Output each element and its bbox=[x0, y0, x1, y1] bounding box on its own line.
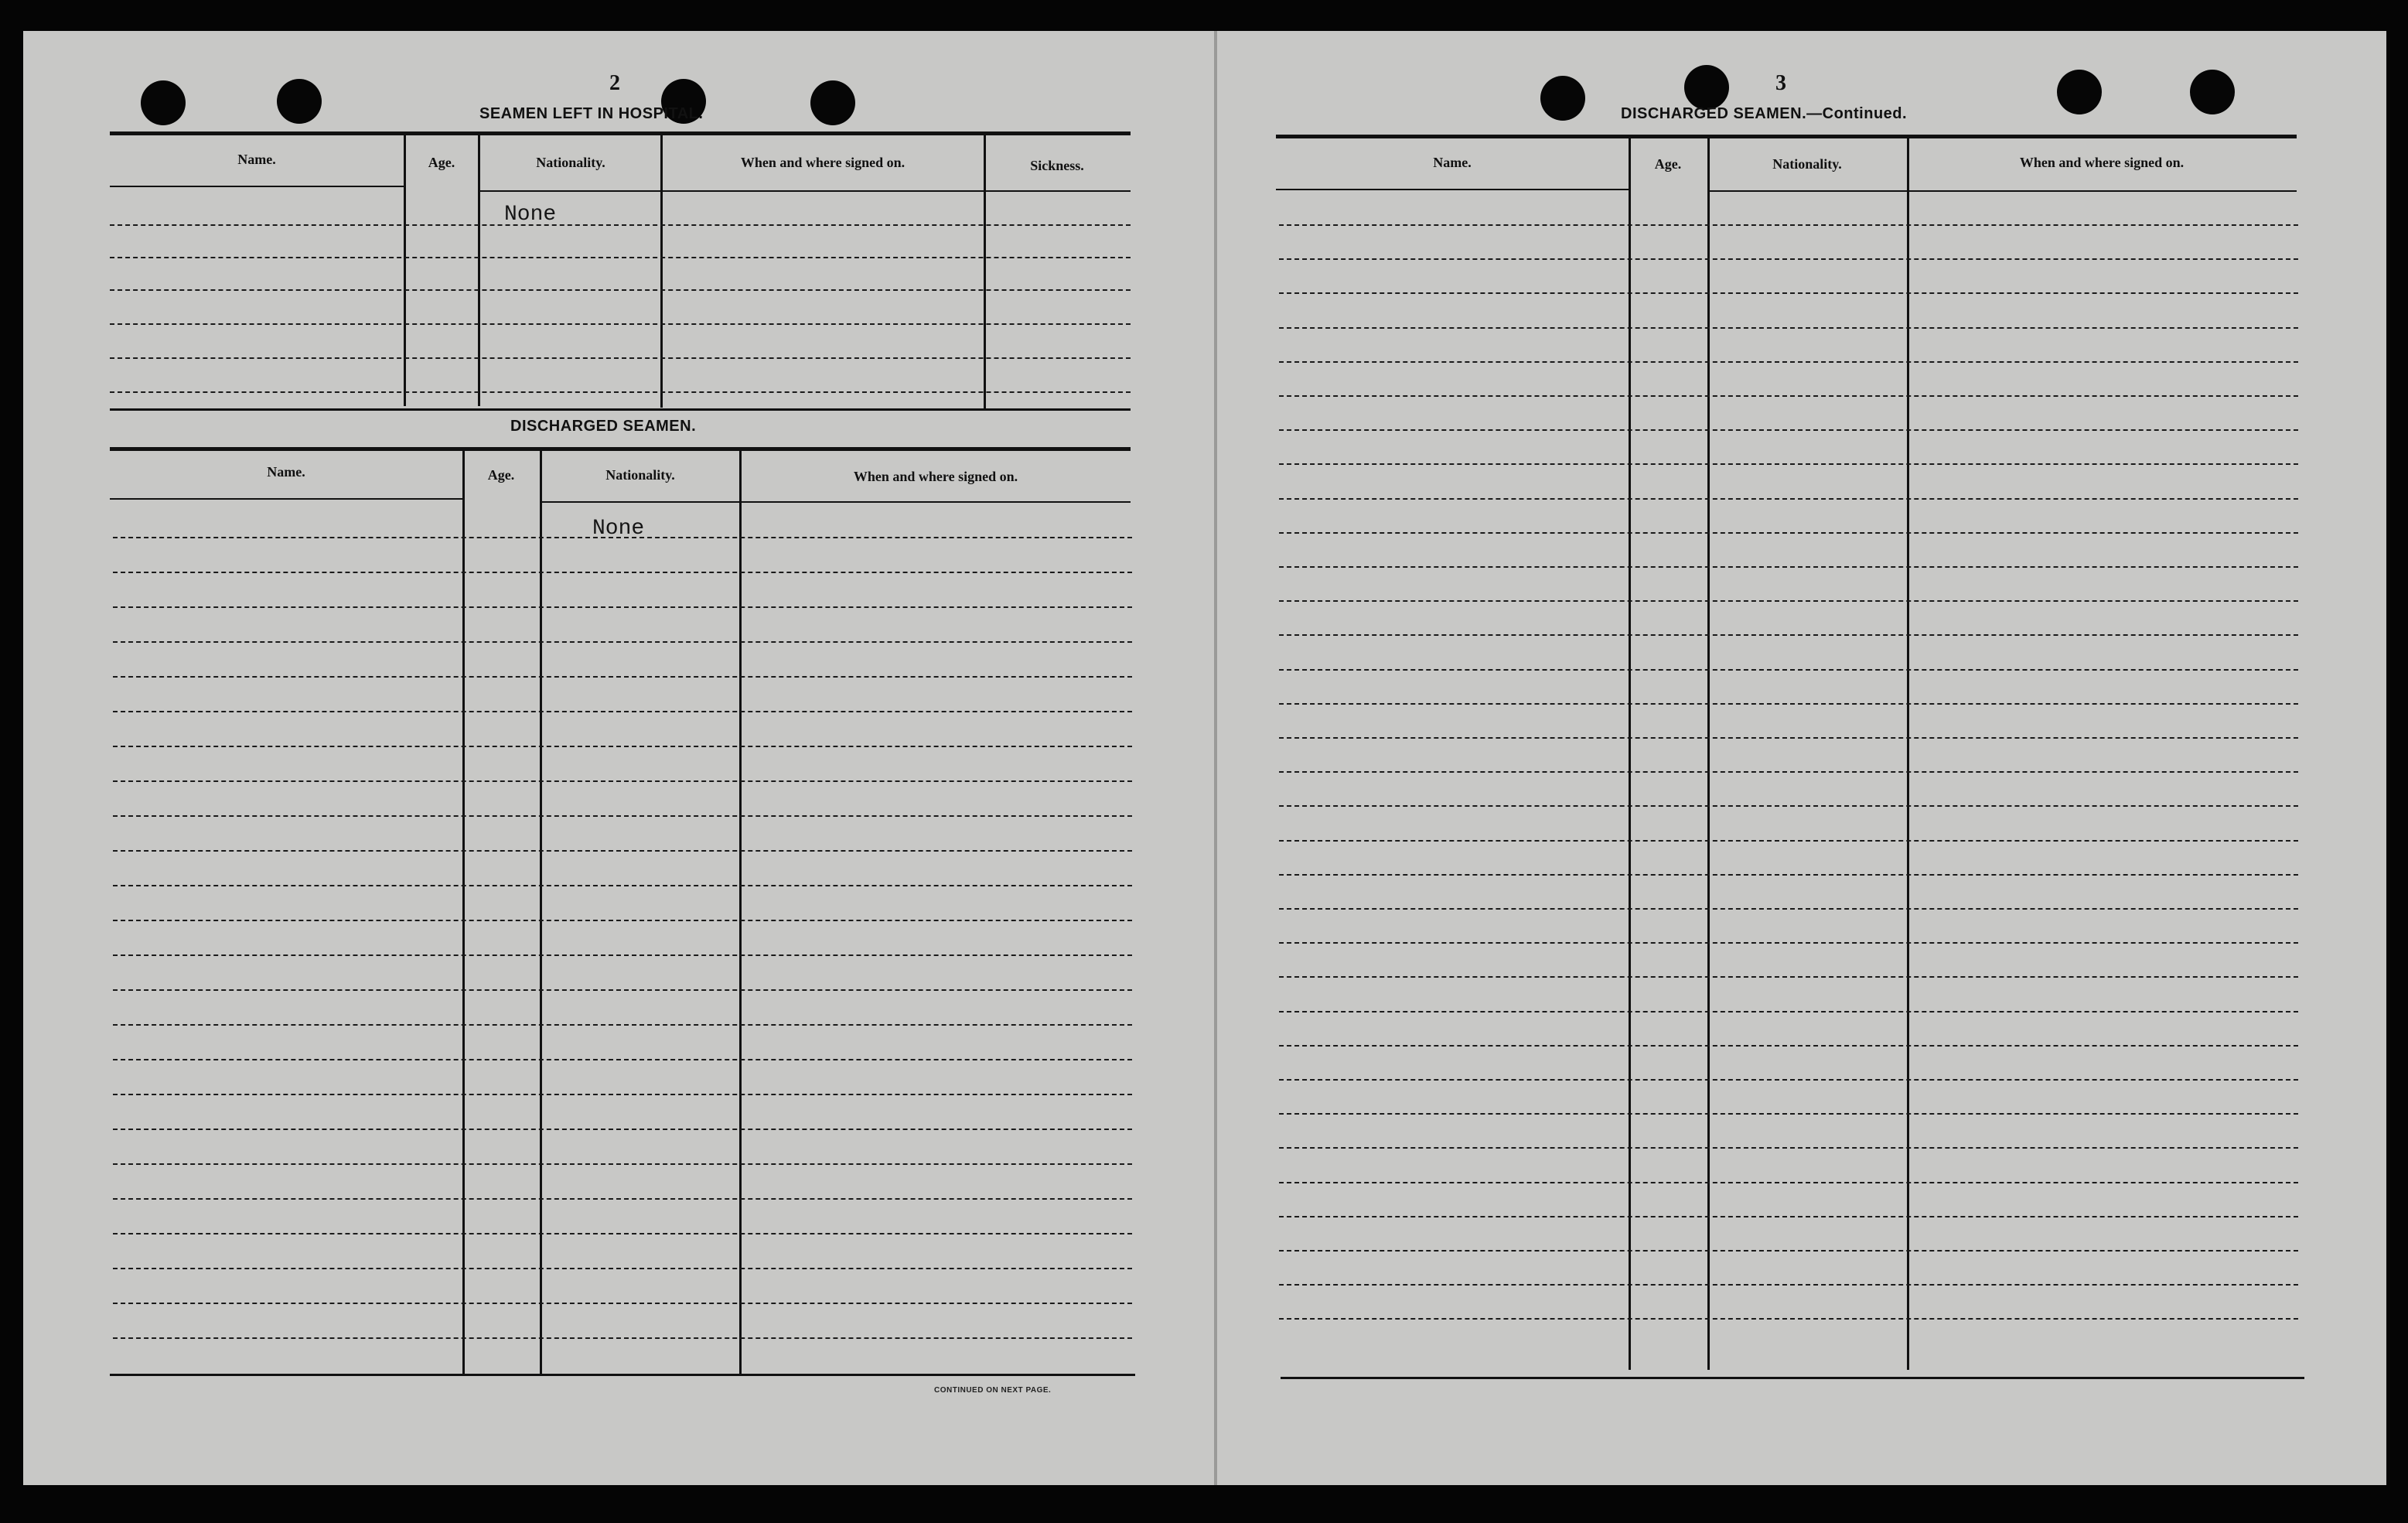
continued-footer: CONTINUED ON NEXT PAGE. bbox=[934, 1386, 1052, 1395]
row-line bbox=[113, 1268, 1132, 1269]
hospital-header-rule bbox=[479, 190, 1131, 192]
row-line bbox=[1279, 1318, 2298, 1320]
row-line bbox=[1279, 805, 2298, 807]
row-line bbox=[1279, 669, 2298, 671]
row-line bbox=[1279, 429, 2298, 431]
hospital-header-nationality: Nationality. bbox=[536, 155, 605, 170]
page-fold bbox=[1214, 31, 1217, 1485]
row-line bbox=[1279, 258, 2298, 260]
row-line bbox=[1279, 840, 2298, 842]
row-line bbox=[1279, 942, 2298, 944]
row-line bbox=[113, 572, 1132, 573]
row-line bbox=[1279, 361, 2298, 363]
right-header-rule bbox=[1276, 189, 1629, 190]
row-line bbox=[1279, 874, 2298, 876]
punch-hole bbox=[1540, 76, 1585, 121]
punch-hole bbox=[141, 80, 186, 125]
row-line bbox=[1279, 703, 2298, 705]
discharged-header-nationality: Nationality. bbox=[605, 467, 675, 483]
discharged-continued-title: DISCHARGED SEAMEN.—Continued. bbox=[1621, 105, 1908, 122]
hospital-row-line bbox=[110, 257, 1131, 258]
row-line bbox=[113, 1094, 1132, 1095]
hospital-header-sickness: Sickness. bbox=[1030, 158, 1084, 173]
hospital-row-line bbox=[110, 391, 1131, 393]
hospital-column-divider bbox=[478, 135, 480, 406]
row-line bbox=[1279, 1011, 2298, 1012]
discharged-column-divider bbox=[540, 451, 542, 1375]
discharged-header-rule bbox=[110, 498, 462, 500]
row-line bbox=[113, 815, 1132, 817]
row-line bbox=[113, 850, 1132, 852]
row-line bbox=[1279, 532, 2298, 534]
row-line bbox=[113, 1163, 1132, 1165]
row-line bbox=[1279, 1113, 2298, 1115]
row-line bbox=[1279, 395, 2298, 397]
discharged-section-title: DISCHARGED SEAMEN. bbox=[510, 418, 697, 435]
row-line bbox=[113, 606, 1132, 608]
row-line bbox=[1279, 566, 2298, 568]
punch-hole bbox=[2057, 70, 2102, 114]
hospital-column-divider bbox=[984, 135, 986, 411]
hospital-row-line bbox=[110, 357, 1131, 359]
row-line bbox=[1279, 600, 2298, 602]
row-line bbox=[1279, 498, 2298, 500]
row-line bbox=[1279, 1284, 2298, 1286]
row-line bbox=[1279, 1182, 2298, 1183]
hospital-header-rule bbox=[110, 186, 404, 187]
right-header-rule bbox=[1707, 190, 2297, 192]
row-line bbox=[1279, 771, 2298, 773]
punch-hole bbox=[810, 80, 855, 125]
discharged-top-rule bbox=[110, 447, 1131, 451]
row-line bbox=[113, 1129, 1132, 1130]
row-line bbox=[113, 1198, 1132, 1200]
hospital-column-divider bbox=[660, 135, 663, 408]
left-page-number: 2 bbox=[609, 71, 620, 95]
row-line bbox=[113, 885, 1132, 886]
row-line bbox=[1279, 976, 2298, 978]
right-header-nationality: Nationality. bbox=[1772, 156, 1842, 172]
row-line bbox=[113, 1337, 1132, 1339]
row-line bbox=[1279, 1147, 2298, 1149]
right-header-name: Name. bbox=[1433, 155, 1472, 170]
row-line bbox=[113, 1024, 1132, 1026]
punch-hole bbox=[277, 79, 322, 124]
discharged-column-divider bbox=[462, 451, 465, 1375]
right-header-signed-on: When and where signed on. bbox=[2019, 155, 2185, 170]
row-line bbox=[113, 920, 1132, 921]
discharged-header-signed-on: When and where signed on. bbox=[853, 469, 1018, 484]
hospital-header-name: Name. bbox=[237, 152, 276, 167]
row-line bbox=[1279, 292, 2298, 294]
row-line bbox=[1279, 1250, 2298, 1252]
right-column-divider bbox=[1707, 138, 1710, 1370]
row-line bbox=[1279, 1079, 2298, 1081]
hospital-header-signed-on: When and where signed on. bbox=[740, 155, 906, 170]
right-header-age: Age. bbox=[1654, 156, 1682, 172]
discharged-header-name: Name. bbox=[267, 464, 305, 480]
hospital-row-line bbox=[110, 224, 1131, 226]
row-line bbox=[1279, 908, 2298, 910]
right-column-divider bbox=[1629, 138, 1631, 1370]
hospital-row-line bbox=[110, 323, 1131, 325]
hospital-column-divider bbox=[404, 135, 406, 406]
right-column-divider bbox=[1907, 138, 1909, 1370]
row-line bbox=[1279, 634, 2298, 636]
row-line bbox=[113, 1059, 1132, 1060]
row-line bbox=[113, 1233, 1132, 1234]
row-line bbox=[1279, 224, 2298, 226]
row-line bbox=[113, 954, 1132, 956]
discharged-bottom-rule bbox=[110, 1374, 1135, 1376]
row-line bbox=[1279, 463, 2298, 465]
hospital-bottom-rule bbox=[110, 408, 1131, 411]
row-line bbox=[113, 746, 1132, 747]
row-line bbox=[113, 676, 1132, 678]
punch-hole bbox=[2190, 70, 2235, 114]
row-line bbox=[1279, 737, 2298, 739]
discharged-column-divider bbox=[739, 451, 742, 1375]
row-line bbox=[1279, 1045, 2298, 1047]
row-line bbox=[113, 1303, 1132, 1304]
row-line bbox=[113, 711, 1132, 712]
right-bottom-rule bbox=[1281, 1377, 2304, 1379]
hospital-section-title: SEAMEN LEFT IN HOSPITAL. bbox=[479, 105, 704, 122]
row-line bbox=[113, 641, 1132, 643]
hospital-header-age: Age. bbox=[428, 155, 455, 170]
document-sheet bbox=[23, 31, 2386, 1485]
hospital-row-line bbox=[110, 289, 1131, 291]
discharged-header-rule bbox=[540, 501, 1131, 503]
discharged-nationality-entry: None bbox=[592, 517, 645, 541]
hospital-top-rule bbox=[110, 131, 1131, 135]
row-line bbox=[113, 989, 1132, 991]
row-line bbox=[1279, 1216, 2298, 1217]
punch-hole bbox=[1684, 65, 1729, 110]
right-top-rule bbox=[1276, 135, 2297, 138]
right-page-number: 3 bbox=[1775, 71, 1786, 95]
discharged-header-age: Age. bbox=[487, 467, 515, 483]
row-line bbox=[113, 780, 1132, 782]
row-line bbox=[1279, 327, 2298, 329]
hospital-nationality-entry: None bbox=[504, 203, 557, 227]
